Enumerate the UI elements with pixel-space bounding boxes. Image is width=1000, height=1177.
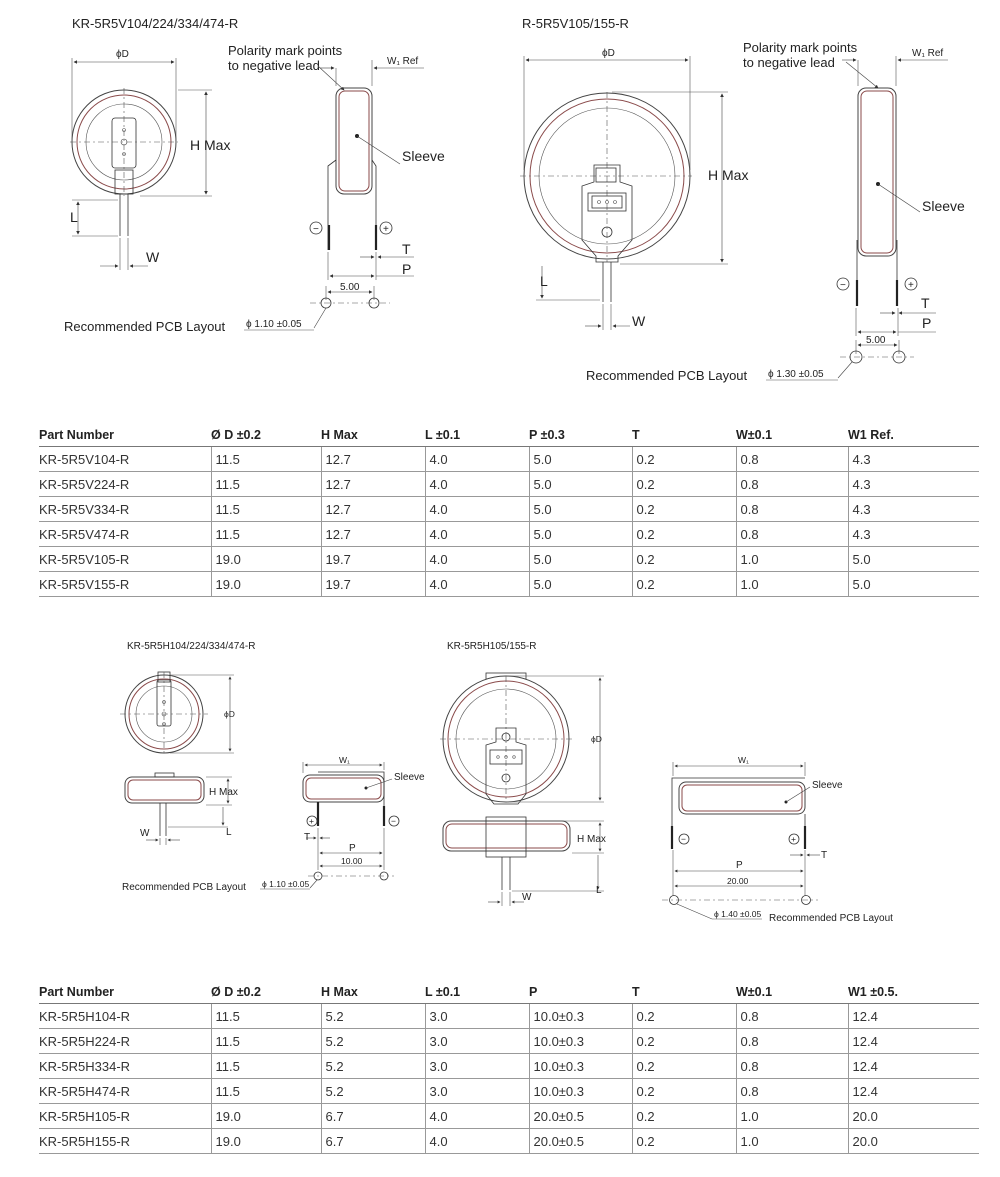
- col-header: W1 Ref.: [848, 424, 979, 447]
- table-cell: 4.3: [848, 522, 979, 547]
- table-cell: 4.0: [425, 1104, 529, 1129]
- bl-minus: −: [391, 816, 396, 826]
- br-p: P: [736, 860, 743, 871]
- tr-sleeve: Sleeve: [922, 198, 965, 214]
- table-cell: 19.0: [211, 547, 321, 572]
- table-cell: 5.0: [529, 497, 632, 522]
- tr-h-max: H Max: [708, 167, 749, 183]
- tl-p: P: [402, 261, 412, 277]
- table-cell: KR-5R5H474-R: [39, 1079, 211, 1104]
- table-cell: KR-5R5H105-R: [39, 1104, 211, 1129]
- table-cell: 3.0: [425, 1029, 529, 1054]
- table-cell: 10.0±0.3: [529, 1029, 632, 1054]
- bl-h-max: H Max: [209, 787, 238, 798]
- table-cell: 20.0±0.5: [529, 1104, 632, 1129]
- tr-pitch: 5.00: [866, 335, 886, 346]
- br-hole: ϕ 1.40 ±0.05: [714, 909, 762, 919]
- table-cell: 11.5: [211, 497, 321, 522]
- table-cell: KR-5R5V474-R: [39, 522, 211, 547]
- br-t: T: [821, 850, 828, 861]
- table-cell: 11.5: [211, 1079, 321, 1104]
- bl-minus-icon: [389, 816, 399, 826]
- tl-polarity-1: Polarity mark points: [228, 43, 343, 58]
- table-cell: 0.2: [632, 472, 736, 497]
- tr-front-view: [520, 92, 692, 302]
- br-pitch: 20.00: [727, 876, 749, 886]
- table-cell: 20.0: [848, 1104, 979, 1129]
- bm-w: W: [522, 892, 532, 903]
- col-header: Ø D ±0.2: [211, 424, 321, 447]
- table-cell: 11.5: [211, 472, 321, 497]
- table-cell: 11.5: [211, 1004, 321, 1029]
- tl-w: W: [146, 249, 160, 265]
- table-cell: 6.7: [321, 1129, 425, 1154]
- tr-p: P: [922, 315, 932, 331]
- bl-t: T: [304, 832, 311, 843]
- col-header: T: [632, 424, 736, 447]
- tr-minus: −: [840, 280, 846, 291]
- table-cell: 4.0: [425, 1129, 529, 1154]
- table-cell: 5.0: [529, 447, 632, 472]
- col-header: W1 ±0.5.: [848, 981, 979, 1004]
- tr-polarity-2: to negative lead: [743, 55, 835, 70]
- col-header: Ø D ±0.2: [211, 981, 321, 1004]
- table-cell: 0.8: [736, 1004, 848, 1029]
- tl-pitch: 5.00: [340, 282, 360, 293]
- tl-side-view: [328, 88, 376, 250]
- table-cell: 4.0: [425, 547, 529, 572]
- table-cell: 10.0±0.3: [529, 1004, 632, 1029]
- tl-sleeve: Sleeve: [402, 148, 445, 164]
- tl-t: T: [402, 241, 411, 257]
- top-drawings: [0, 0, 1000, 400]
- table-cell: 5.0: [848, 572, 979, 597]
- bl-top-view: [120, 672, 208, 756]
- table-cell: 12.7: [321, 447, 425, 472]
- table-cell: 0.8: [736, 447, 848, 472]
- col-header: L ±0.1: [425, 424, 529, 447]
- tl-l: L: [70, 209, 78, 225]
- table-cell: KR-5R5V104-R: [39, 447, 211, 472]
- tl-h-max: H Max: [190, 137, 231, 153]
- table-cell: 3.0: [425, 1004, 529, 1029]
- table-row: [39, 1129, 979, 1154]
- table-cell: 0.2: [632, 1004, 736, 1029]
- tr-w: W: [632, 313, 646, 329]
- bl-sleeve: Sleeve: [394, 772, 425, 783]
- tr-w1-ref: W₁ Ref: [912, 48, 944, 59]
- col-header: Part Number: [39, 424, 211, 447]
- table-row: [39, 1004, 979, 1029]
- bl-plus: +: [309, 816, 314, 826]
- table-cell: 0.2: [632, 572, 736, 597]
- bl-lateral-view: [303, 772, 384, 826]
- table-cell: 5.2: [321, 1079, 425, 1104]
- table-row: [39, 1054, 979, 1079]
- table-cell: 1.0: [736, 1129, 848, 1154]
- col-header: W±0.1: [736, 981, 848, 1004]
- table-cell: KR-5R5H104-R: [39, 1004, 211, 1029]
- table-cell: 4.0: [425, 572, 529, 597]
- table-cell: 10.0±0.3: [529, 1079, 632, 1104]
- table-row: [39, 447, 979, 472]
- tl-plus: +: [383, 224, 389, 235]
- tr-phi-d: ϕD: [602, 48, 615, 59]
- tr-plus: +: [908, 280, 914, 291]
- table-row: [39, 547, 979, 572]
- bl-pcb-hole-2: [380, 872, 388, 880]
- table-cell: 4.3: [848, 447, 979, 472]
- bl-hole: ϕ 1.10 ±0.05: [262, 879, 310, 889]
- col-header: W±0.1: [736, 424, 848, 447]
- table-cell: KR-5R5V334-R: [39, 497, 211, 522]
- table-row: [39, 522, 979, 547]
- tr-title: R-5R5V105/155-R: [522, 16, 629, 31]
- br-sleeve-dot: [785, 801, 788, 804]
- table-cell: 4.0: [425, 497, 529, 522]
- tl-polarity-2: to negative lead: [228, 58, 320, 73]
- table-cell: 10.0±0.3: [529, 1054, 632, 1079]
- table-cell: 11.5: [211, 1054, 321, 1079]
- table-cell: 1.0: [736, 547, 848, 572]
- tr-t: T: [921, 295, 930, 311]
- bm-phi-d: ϕD: [591, 734, 602, 744]
- col-header: T: [632, 981, 736, 1004]
- table-cell: 6.7: [321, 1104, 425, 1129]
- table-cell: KR-5R5V155-R: [39, 572, 211, 597]
- br-plus-icon: [789, 834, 799, 844]
- table-cell: 0.8: [736, 522, 848, 547]
- table-cell: 0.8: [736, 1079, 848, 1104]
- tl-phi-d: ϕD: [116, 49, 129, 60]
- table-cell: 0.2: [632, 1054, 736, 1079]
- spec-table-horizontal: [39, 981, 979, 1154]
- bm-h-max: H Max: [577, 834, 606, 845]
- tr-polarity-1: Polarity mark points: [743, 40, 858, 55]
- table-cell: KR-5R5V224-R: [39, 472, 211, 497]
- table-header-row: [39, 981, 979, 1004]
- table-row: [39, 497, 979, 522]
- table-cell: 4.0: [425, 522, 529, 547]
- table-cell: 19.7: [321, 547, 425, 572]
- bl-phi-d: ϕD: [224, 709, 235, 719]
- table-cell: 19.0: [211, 572, 321, 597]
- tl-front-view: [70, 88, 178, 236]
- table-cell: 12.4: [848, 1029, 979, 1054]
- table-cell: KR-5R5V105-R: [39, 547, 211, 572]
- table-cell: 5.0: [529, 547, 632, 572]
- table-cell: 3.0: [425, 1054, 529, 1079]
- bm-title: KR-5R5H105/155-R: [447, 641, 537, 652]
- table-row: [39, 572, 979, 597]
- bl-title: KR-5R5H104/224/334/474-R: [127, 641, 256, 652]
- table-cell: 11.5: [211, 447, 321, 472]
- table-header-row: [39, 424, 979, 447]
- table-cell: 20.0±0.5: [529, 1129, 632, 1154]
- bm-l: L: [596, 885, 602, 896]
- table-cell: KR-5R5H155-R: [39, 1129, 211, 1154]
- br-pcb-label: Recommended PCB Layout: [769, 913, 893, 924]
- table-cell: 0.8: [736, 1054, 848, 1079]
- table-cell: 0.2: [632, 547, 736, 572]
- table-cell: 4.3: [848, 497, 979, 522]
- table-cell: 0.8: [736, 472, 848, 497]
- col-header: L ±0.1: [425, 981, 529, 1004]
- table-cell: 4.3: [848, 472, 979, 497]
- table-row: [39, 1079, 979, 1104]
- table-cell: 5.0: [529, 572, 632, 597]
- table-cell: 0.8: [736, 497, 848, 522]
- table-cell: 5.2: [321, 1004, 425, 1029]
- table-cell: 19.0: [211, 1129, 321, 1154]
- bl-side-view: [125, 773, 204, 836]
- bl-w: W: [140, 828, 150, 839]
- table-row: [39, 1029, 979, 1054]
- table-cell: KR-5R5H334-R: [39, 1054, 211, 1079]
- table-cell: 0.2: [632, 1029, 736, 1054]
- table-cell: 3.0: [425, 1079, 529, 1104]
- table-cell: 20.0: [848, 1129, 979, 1154]
- table-cell: 19.0: [211, 1104, 321, 1129]
- br-pcb-hole-2: [802, 896, 811, 905]
- table-cell: 0.2: [632, 1104, 736, 1129]
- table-cell: 11.5: [211, 1029, 321, 1054]
- table-cell: 12.7: [321, 497, 425, 522]
- tr-side-view: [857, 88, 897, 306]
- table-cell: 12.4: [848, 1004, 979, 1029]
- bl-l: L: [226, 827, 232, 838]
- tr-hole: ϕ 1.30 ±0.05: [768, 369, 824, 380]
- table-cell: KR-5R5H224-R: [39, 1029, 211, 1054]
- table-cell: 11.5: [211, 522, 321, 547]
- table-cell: 5.0: [848, 547, 979, 572]
- col-header: P: [529, 981, 632, 1004]
- spec-table-vertical: [39, 424, 979, 597]
- table-cell: 0.2: [632, 1079, 736, 1104]
- br-pcb-hole-1: [670, 896, 679, 905]
- table-cell: 0.8: [736, 1029, 848, 1054]
- br-sleeve: Sleeve: [812, 780, 843, 791]
- table-cell: 1.0: [736, 1104, 848, 1129]
- tl-title: KR-5R5V104/224/334/474-R: [72, 16, 239, 31]
- table-cell: 12.4: [848, 1054, 979, 1079]
- bm-side-view: [443, 817, 570, 890]
- col-header: H Max: [321, 424, 425, 447]
- table-cell: 4.0: [425, 447, 529, 472]
- bl-pcb-label: Recommended PCB Layout: [122, 882, 246, 893]
- table-cell: 0.2: [632, 497, 736, 522]
- bl-pitch: 10.00: [341, 856, 363, 866]
- br-minus: −: [681, 834, 686, 844]
- table-row: [39, 472, 979, 497]
- bl-plus-icon: [307, 816, 317, 826]
- table-cell: 12.7: [321, 472, 425, 497]
- br-minus-icon: [679, 834, 689, 844]
- table-cell: 0.2: [632, 1129, 736, 1154]
- br-plus: +: [791, 834, 796, 844]
- bl-w1: W₁: [339, 755, 350, 765]
- bl-p: P: [349, 843, 356, 854]
- tr-pcb-label: Recommended PCB Layout: [586, 368, 748, 383]
- table-cell: 5.0: [529, 522, 632, 547]
- bm-top-view: [440, 673, 572, 804]
- col-header: P ±0.3: [529, 424, 632, 447]
- table-row: [39, 1104, 979, 1129]
- table-cell: 5.0: [529, 472, 632, 497]
- bl-pcb-hole-1: [314, 872, 322, 880]
- tl-w1-ref: W₁ Ref: [387, 56, 419, 67]
- table-cell: 5.2: [321, 1054, 425, 1079]
- table-cell: 4.0: [425, 472, 529, 497]
- tl-minus: −: [313, 224, 319, 235]
- table-cell: 0.2: [632, 522, 736, 547]
- table-cell: 12.4: [848, 1079, 979, 1104]
- table-cell: 0.2: [632, 447, 736, 472]
- tr-l: L: [540, 273, 548, 289]
- table-cell: 5.2: [321, 1029, 425, 1054]
- table-cell: 19.7: [321, 572, 425, 597]
- br-w1: W₁: [738, 755, 749, 765]
- br-lateral-view: [672, 778, 805, 849]
- table-cell: 1.0: [736, 572, 848, 597]
- bl-sleeve-dot: [365, 787, 368, 790]
- tl-pcb-label: Recommended PCB Layout: [64, 319, 226, 334]
- col-header: Part Number: [39, 981, 211, 1004]
- tl-hole: ϕ 1.10 ±0.05: [246, 319, 302, 330]
- col-header: H Max: [321, 981, 425, 1004]
- table-cell: 12.7: [321, 522, 425, 547]
